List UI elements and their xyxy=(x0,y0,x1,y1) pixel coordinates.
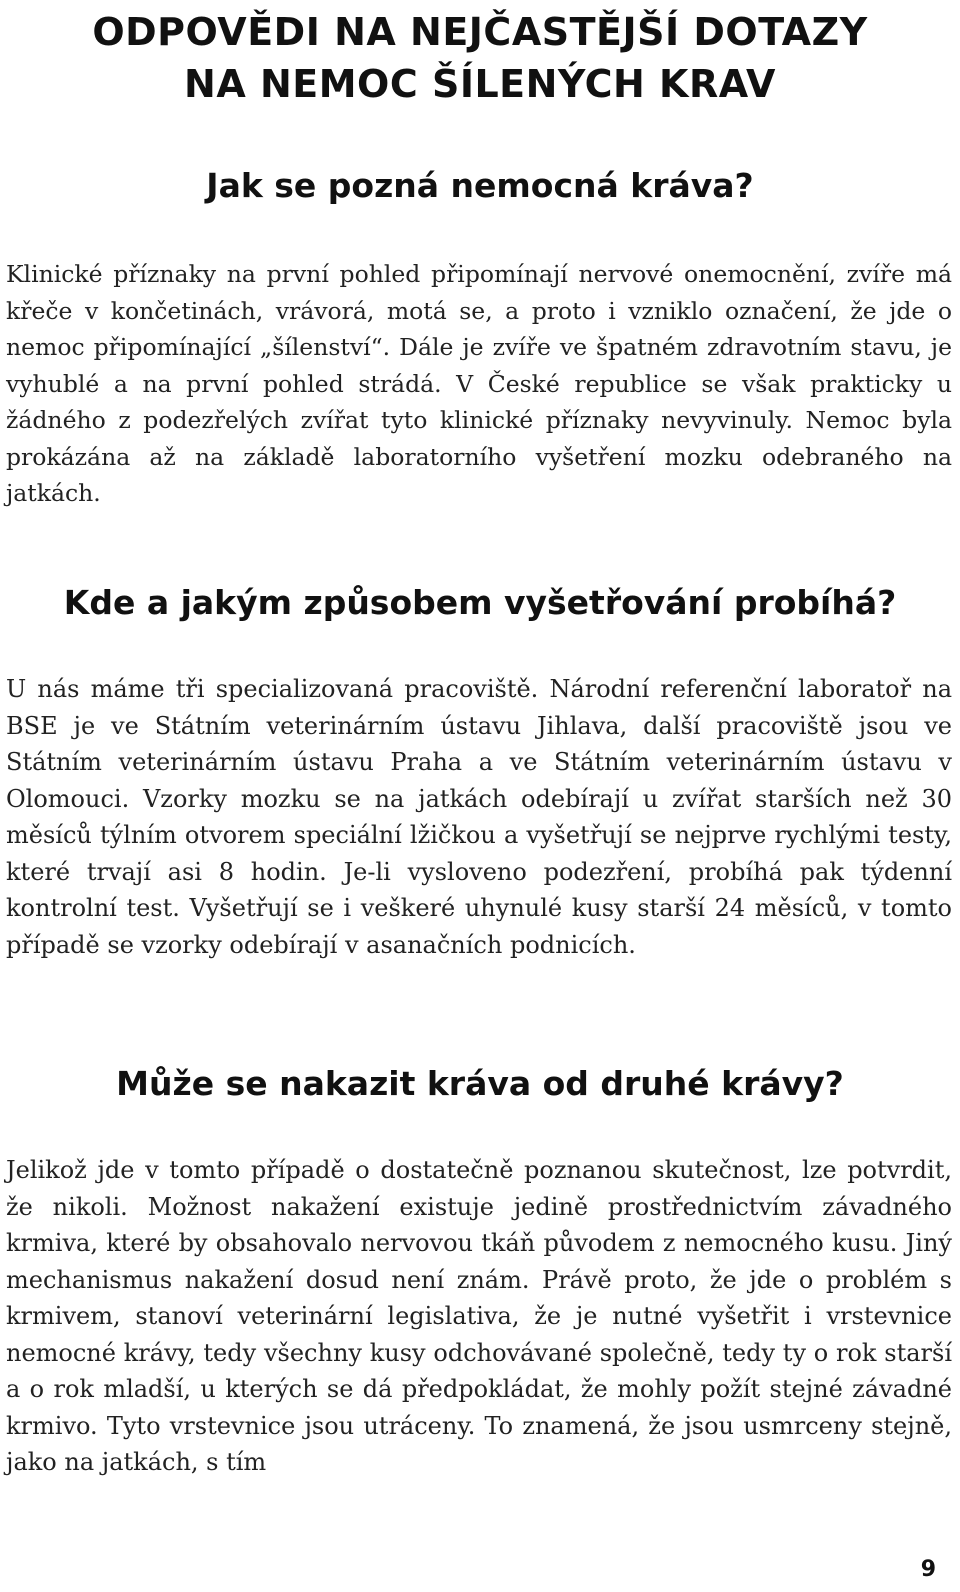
page-title-line-1: ODPOVĚDI NA NEJČASTĚJŠÍ DOTAZY xyxy=(92,10,868,54)
answer-paragraph-2: U nás máme tři specializovaná pracoviště. Národní referenční laboratoř na BSE je ve Státním veterinárním ústavu Jihlava, další pracoviště jsou ve Státním veterinárním ústavu Praha a ve Státním veterinárním ústavu v Olomouci. Vzorky mozku se na jatkách odebírají u zvířat starších než 30 měsíců týlním otvorem speciální lžičkou a vyšetřují se nejprve rychlými testy, které trvají asi 8 hodin. Je-li vysloveno podezření, probíhá pak týdenní kontrolní test. Vyšetřují se i veškeré uhynulé kusy starší 24 měsíců, v tomto případě se vzorky odebírají v asanačních podnicích. xyxy=(6,675,952,959)
page-number: 9 xyxy=(920,1557,936,1582)
question-heading-1: Jak se pozná nemocná kráva? xyxy=(206,166,754,205)
question-heading-3: Může se nakazit kráva od druhé krávy? xyxy=(116,1064,844,1103)
page-title-line-2: NA NEMOC ŠÍLENÝCH KRAV xyxy=(184,62,776,106)
question-heading-2: Kde a jakým způsobem vyšetřování probíhá? xyxy=(63,583,897,622)
page-title xyxy=(0,6,960,110)
answer-paragraph-1: Klinické příznaky na první pohled připomínají nervové onemocnění, zvíře má křeče v končetinách, vrávorá, motá se, a proto i vzniklo označení, že jde o nemoc připomínající „šílenství“. Dále je zvíře ve špatném zdravotním stavu, je vyhublé a na první pohled strádá. V České republice se však prakticky u žádného z podezřelých zvířat tyto klinické příznaky nevyvinuly. Nemoc byla prokázána až na základě laboratorního vyšetření mozku odebraného na jatkách. xyxy=(6,260,952,507)
answer-paragraph-3: Jelikož jde v tomto případě o dostatečně poznanou skutečnost, lze potvrdit, že nikoli. Možnost nakažení existuje jedině prostřednictvím závadného krmiva, které by obsahovalo nervovou tkáň původem z nemocného kusu. Jiný mechanismus nakažení dosud není znám. Právě proto, že jde o problém s krmivem, stanoví veterinární legislativa, že je nutné vyšetřit i vrstevnice nemocné krávy, tedy všechny kusy odchovávané společně, tedy ty o rok starší a o rok mladší, u kterých se dá předpokládat, že mohly požít stejné závadné krmivo. Tyto vrstevnice jsou utráceny. To znamená, že jsou usmrceny stejně, jako na jatkách, s tím xyxy=(6,1156,952,1476)
